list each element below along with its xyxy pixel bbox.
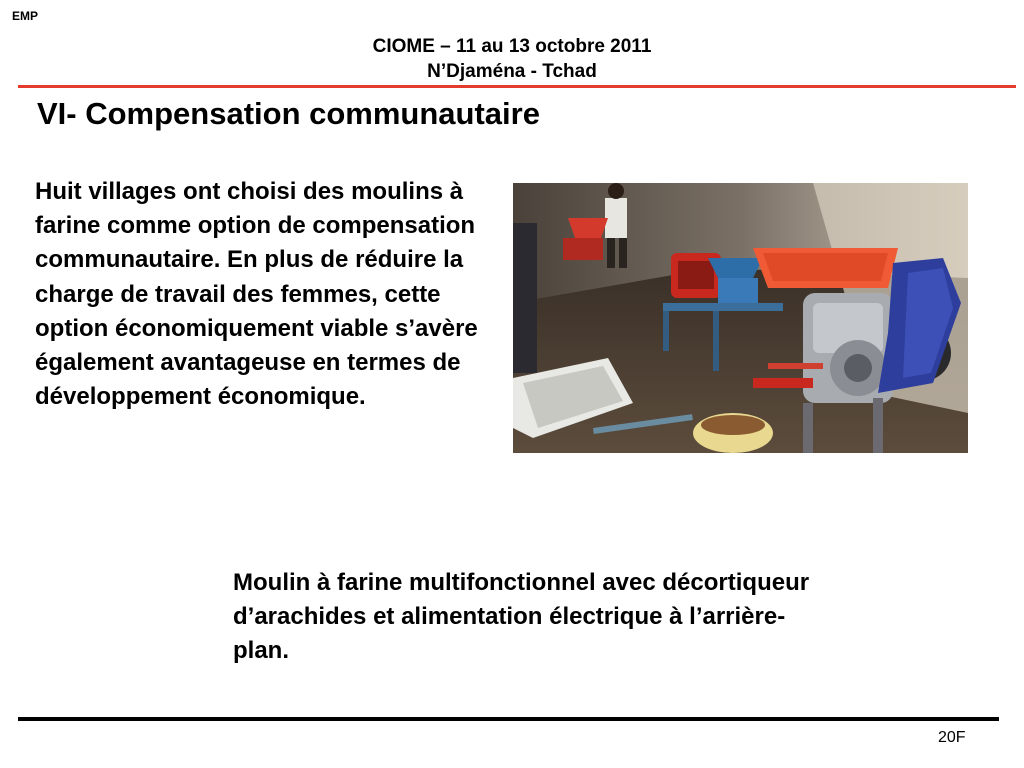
body-paragraph: Huit villages ont choisi des moulins à farine comme option de compensation communautaire. En plus de réduire la charge de travail des femmes, cette option économiquement viable s’avère également avantageuse en termes de développement économique. (35, 178, 478, 411)
photo-caption: Moulin à farine multifonctionnel avec décortiqueur d’arachides et alimentation électrique à l’arrière-plan. (233, 569, 810, 664)
header-divider (18, 85, 1016, 88)
page-number: 20F (938, 729, 966, 746)
event-location: N’Djaména - Tchad (427, 61, 597, 82)
slide-title: VI- Compensation communautaire (37, 96, 540, 131)
flour-mill-photo (513, 183, 968, 453)
footer-divider (18, 717, 999, 721)
event-title: CIOME – 11 au 13 octobre 2011 (372, 36, 652, 57)
organization-label: EMP (12, 9, 39, 23)
